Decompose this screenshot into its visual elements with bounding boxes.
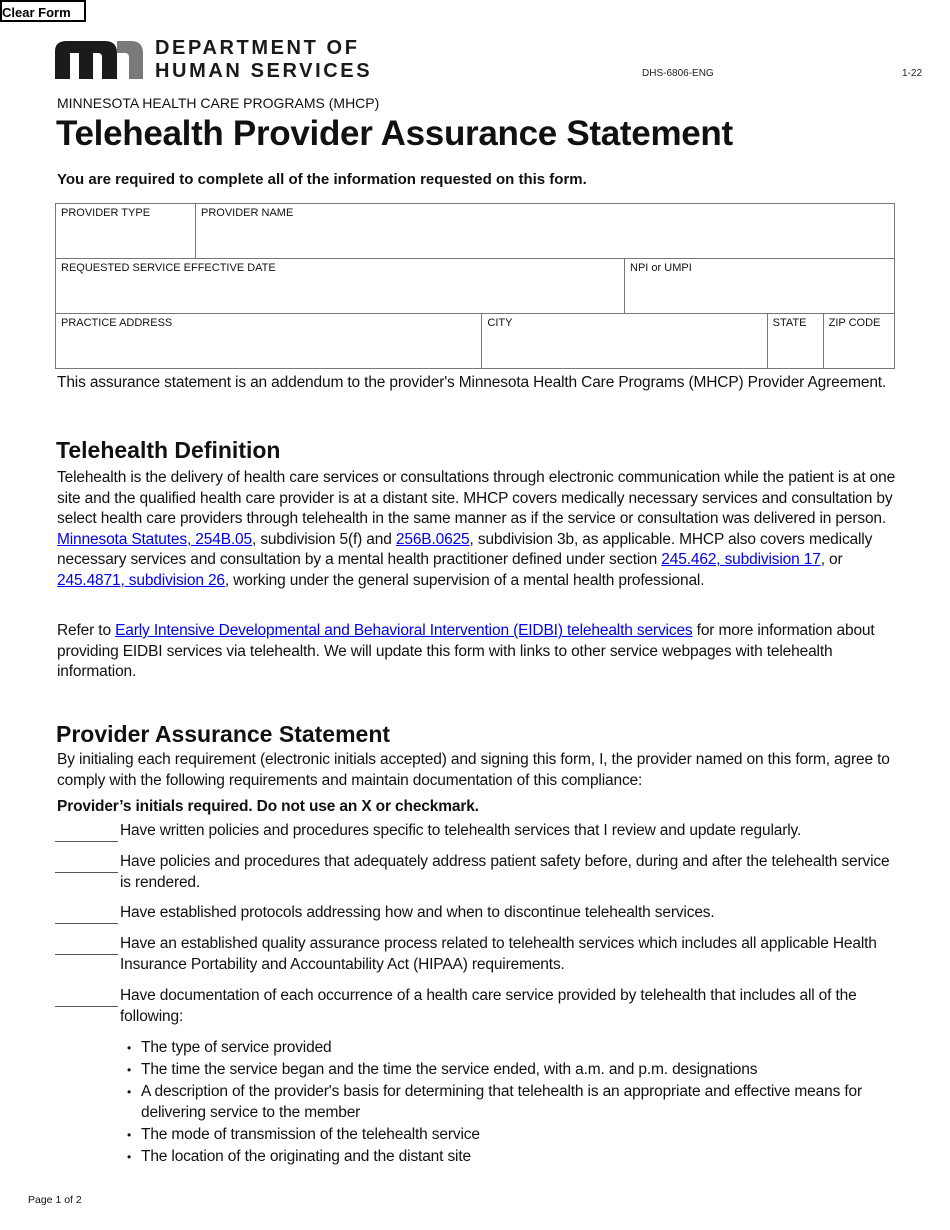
assurance-heading: Provider Assurance Statement	[56, 721, 391, 747]
city-field[interactable]: CITY	[482, 314, 767, 369]
link-256b0625[interactable]: 256B.0625	[395, 530, 470, 548]
initials-field[interactable]	[55, 954, 118, 955]
subtitle: MINNESOTA HEALTH CARE PROGRAMS (MHCP)	[57, 95, 380, 111]
assurance-item	[55, 852, 895, 893]
page-title: Telehealth Provider Assurance Statement	[56, 114, 733, 153]
assurance-item	[55, 821, 895, 842]
documentation-list	[127, 1038, 897, 1169]
dhs-logo-mark	[55, 41, 145, 79]
definition-heading: Telehealth Definition	[56, 437, 281, 463]
form-date: 1-22	[902, 68, 923, 79]
text: Telehealth is the delivery of health care services or consultations through electronic communication while the patient is at one site and the qualified health care provider is at a distant site. MHCP covers medically necessary services and consultation by select health care providers through telehealth in the same manner as if the service or consultation was delivered in person.	[57, 469, 896, 528]
assurance-item	[55, 903, 895, 924]
initials-field[interactable]	[55, 1006, 118, 1007]
intro-paragraph: This assurance statement is an addendum to the provider's Minnesota Health Care Programs (MHCP) Provider Agreement.	[57, 374, 887, 391]
initials-field[interactable]	[55, 923, 118, 924]
assurance-item	[55, 986, 895, 1027]
item-text: Have written policies and procedures specific to telehealth services that I review and update regularly.	[120, 822, 802, 839]
list-item: • The location of the originating and the distant site	[127, 1147, 897, 1168]
list-item: • The mode of transmission of the telehealth service	[127, 1125, 897, 1146]
definition-paragraph	[57, 468, 897, 592]
text: , or	[820, 551, 843, 569]
provider-name-field[interactable]: PROVIDER NAME	[196, 204, 895, 259]
state-field[interactable]: STATE	[767, 314, 823, 369]
link-2454871[interactable]: 245.4871, subdivision 26	[57, 571, 225, 589]
list-item: • The type of service provided	[127, 1038, 897, 1059]
initials-field[interactable]	[55, 872, 118, 873]
logo-text	[155, 37, 372, 83]
eidbi-paragraph	[57, 621, 897, 683]
item-text: Have documentation of each occurrence of a health care service provided by telehealth that includes all of the following:	[120, 987, 857, 1025]
zip-field[interactable]: ZIP CODE	[823, 314, 894, 369]
provider-info-table	[55, 203, 895, 369]
logo-line2: HUMAN SERVICES	[155, 60, 373, 82]
required-note: You are required to complete all of the information requested on this form.	[57, 171, 587, 188]
logo-line1: DEPARTMENT OF	[155, 37, 360, 59]
item-text: Have policies and procedures that adequately address patient safety before, during and after the telehealth service is rendered.	[120, 853, 890, 891]
provider-type-field[interactable]: PROVIDER TYPE	[56, 204, 196, 259]
form-number: DHS-6806-ENG	[642, 68, 714, 79]
text: for more information about providing EIDBI services via telehealth. We will update this form with links to other service webpages with telehealth information.	[57, 622, 875, 681]
assurance-item	[55, 934, 895, 975]
npi-field[interactable]: NPI or UMPI	[625, 259, 895, 314]
effective-date-field[interactable]: REQUESTED SERVICE EFFECTIVE DATE	[56, 259, 625, 314]
list-item: • The time the service began and the time the service ended, with a.m. and p.m. designations	[127, 1060, 897, 1081]
text: , subdivision 3b, as applicable. MHCP also covers medically necessary services and consultation by a mental health practitioner defined under section	[57, 530, 873, 569]
clear-form-button[interactable]: Clear Form	[0, 0, 86, 22]
link-245462[interactable]: 245.462, subdivision 17	[661, 551, 821, 569]
page-number: Page 1 of 2	[28, 1194, 82, 1206]
initials-field[interactable]	[55, 841, 118, 842]
item-text: Have established protocols addressing how and when to discontinue telehealth services.	[120, 904, 715, 921]
initials-note: Provider’s initials required. Do not use an X or checkmark.	[57, 798, 479, 815]
assurance-intro: By initialing each requirement (electronic initials accepted) and signing this form, I, the provider named on this form, agree to comply with the following requirements and maintain documentation of this compliance:	[57, 751, 890, 789]
list-item: • A description of the provider's basis for determining that telehealth is an appropriate and effective means for delivering service to the member	[127, 1082, 897, 1123]
text: Refer to	[57, 622, 116, 639]
link-eidbi[interactable]: Early Intensive Developmental and Behavioral Intervention (EIDBI) telehealth services	[115, 622, 693, 639]
text: , working under the general supervision of a mental health professional.	[224, 571, 705, 589]
practice-address-field[interactable]: PRACTICE ADDRESS	[56, 314, 482, 369]
link-254b05[interactable]: Minnesota Statutes, 254B.05	[57, 530, 252, 548]
item-text: Have an established quality assurance process related to telehealth services which includes all applicable Health Insurance Portability and Accountability Act (HIPAA) requirements.	[120, 935, 877, 973]
text: , subdivision 5(f) and	[252, 530, 396, 548]
